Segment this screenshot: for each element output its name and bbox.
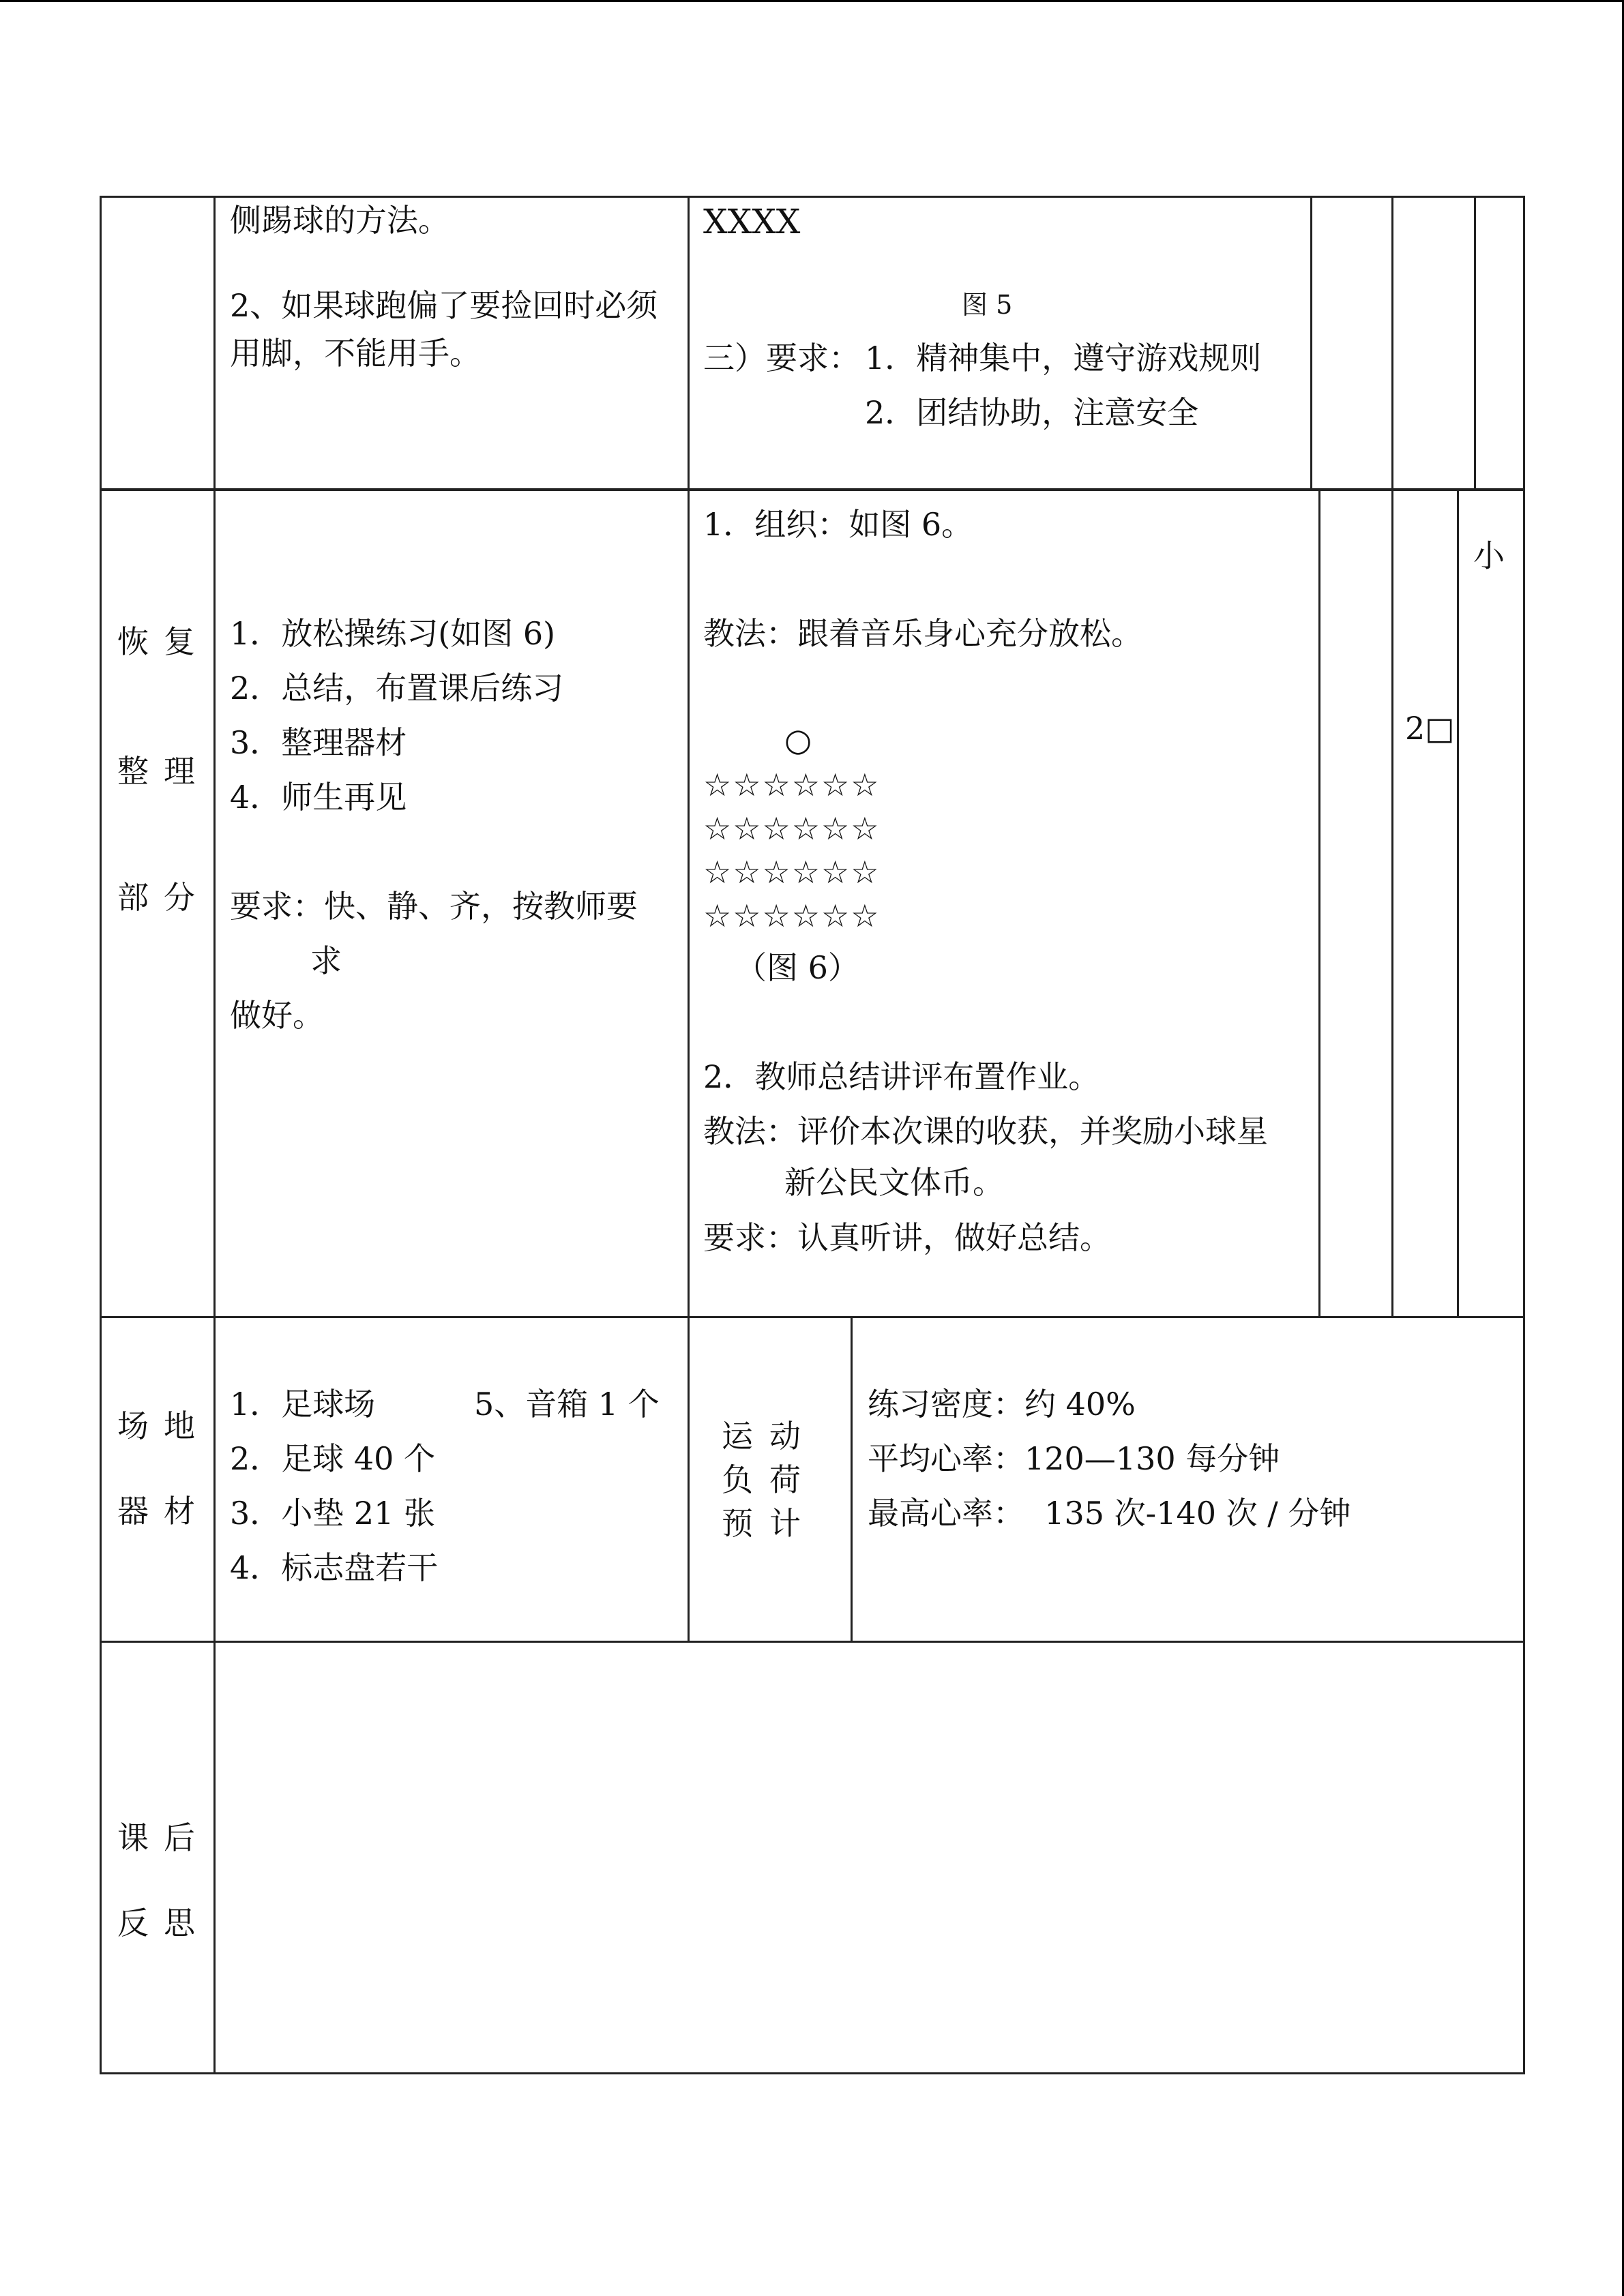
exercise-density: 练习密度：约 40% xyxy=(868,1386,1136,1422)
label-char: 复 xyxy=(164,623,195,660)
content-line: 侧踢球的方法。 xyxy=(230,202,449,239)
figure-caption: （图 6） xyxy=(735,949,859,986)
table-line xyxy=(100,2072,1524,2074)
requirement-prefix: 三）要求： xyxy=(703,340,860,376)
average-heart-rate: 平均心率：120—130 每分钟 xyxy=(868,1440,1280,1477)
equipment-item: 5、音箱 1 个 xyxy=(474,1386,660,1422)
label-char: 恢 xyxy=(117,623,149,660)
label-char: 动 xyxy=(769,1418,801,1455)
label-char: 分 xyxy=(164,879,195,916)
table-line xyxy=(100,1316,1524,1318)
teaching-method: 新公民文体币。 xyxy=(784,1164,1004,1201)
student-row-icon: ☆☆☆☆☆☆ xyxy=(703,810,881,847)
table-line xyxy=(1457,490,1459,1318)
label-char: 思 xyxy=(164,1905,195,1941)
label-char: 反 xyxy=(117,1905,149,1941)
student-row-icon: ☆☆☆☆☆☆ xyxy=(703,766,881,803)
requirement-item: 2．团结协助，注意安全 xyxy=(865,394,1199,431)
equipment-item: 4．标志盘若干 xyxy=(230,1549,439,1586)
student-row-icon: ☆☆☆☆☆☆ xyxy=(703,854,881,891)
figure-caption: 图 5 xyxy=(962,290,1013,320)
teacher-position-icon: ○ xyxy=(784,721,812,758)
table-line xyxy=(1391,490,1393,1318)
label-char: 部 xyxy=(117,879,149,916)
max-heart-rate: 最高心率： 135 次-140 次 / 分钟 xyxy=(868,1495,1351,1532)
reflection-area[interactable] xyxy=(216,1643,1523,2072)
table-line xyxy=(1318,490,1320,1318)
label-char: 整 xyxy=(117,753,149,790)
label-char: 荷 xyxy=(769,1461,801,1498)
content-item: 1．放松操练习(如图 6) xyxy=(230,615,556,652)
label-char: 器 xyxy=(117,1493,149,1530)
label-char: 后 xyxy=(164,1819,195,1856)
label-char: 材 xyxy=(164,1493,195,1530)
content-item: 4．师生再见 xyxy=(230,779,407,816)
organization-step: 1．组织：如图 6。 xyxy=(703,506,973,543)
requirement-item: 1．精神集中，遵守游戏规则 xyxy=(865,340,1262,376)
teaching-method: 教法：跟着音乐身心充分放松。 xyxy=(703,615,1142,652)
label-char: 课 xyxy=(117,1819,149,1856)
content-requirement: 做好。 xyxy=(230,997,324,1034)
formation-text: XXXX xyxy=(703,202,801,241)
label-char: 理 xyxy=(164,753,195,790)
time-value: 2□ xyxy=(1405,710,1455,747)
equipment-item: 3．小垫 21 张 xyxy=(230,1495,436,1532)
table-line xyxy=(1391,196,1393,490)
page-border-top xyxy=(0,0,1624,2)
label-char: 场 xyxy=(117,1407,149,1444)
label-char: 计 xyxy=(769,1505,801,1542)
equipment-item: 1．足球场 xyxy=(230,1386,376,1422)
organization-step: 2．教师总结讲评布置作业。 xyxy=(703,1058,1100,1095)
label-char: 运 xyxy=(722,1418,753,1455)
content-requirement: 求 xyxy=(310,942,342,979)
table-line xyxy=(100,196,102,2074)
content-line: 2、如果球跑偏了要捡回时必须 xyxy=(230,287,658,324)
table-line xyxy=(688,196,690,1643)
content-item: 2．总结，布置课后练习 xyxy=(230,670,564,706)
teaching-method: 教法：评价本次课的收获，并奖励小球星 xyxy=(703,1113,1268,1150)
label-char: 预 xyxy=(722,1505,753,1542)
content-line: 用脚，不能用手。 xyxy=(230,335,481,372)
requirement: 要求：认真听讲，做好总结。 xyxy=(703,1219,1111,1256)
table-line xyxy=(1523,196,1525,2074)
intensity-value: 小 xyxy=(1473,537,1505,574)
label-char: 地 xyxy=(164,1407,195,1444)
table-line xyxy=(1474,196,1476,490)
equipment-item: 2．足球 40 个 xyxy=(230,1440,436,1477)
label-char: 负 xyxy=(722,1461,753,1498)
table-line xyxy=(851,1316,853,1643)
content-item: 3．整理器材 xyxy=(230,724,407,761)
content-requirement: 要求：快、静、齐，按教师要 xyxy=(230,888,638,925)
student-row-icon: ☆☆☆☆☆☆ xyxy=(703,897,881,934)
table-line xyxy=(1310,196,1312,490)
